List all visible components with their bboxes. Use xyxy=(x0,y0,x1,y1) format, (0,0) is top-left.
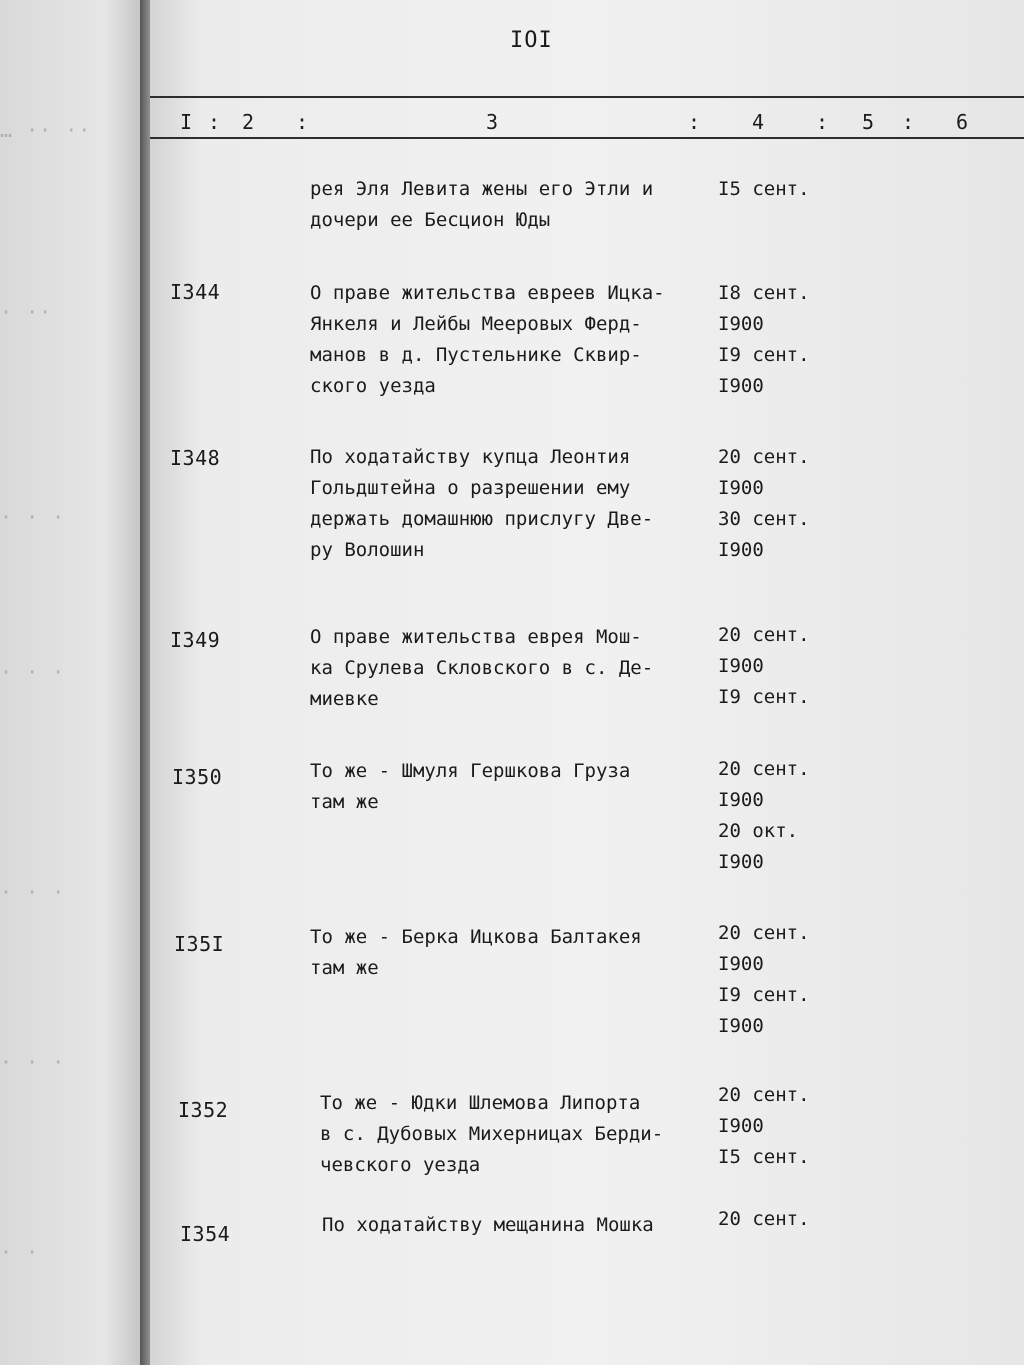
entry-dates xyxy=(718,754,810,878)
column-separator: : xyxy=(902,110,915,134)
entry-date: 30 сент. xyxy=(718,508,810,530)
entry-date: I900 xyxy=(718,313,764,335)
column-number: I xyxy=(180,110,193,134)
bleed-through-text: · · · xyxy=(0,880,66,904)
entry-description xyxy=(310,622,653,715)
entry-date: I900 xyxy=(718,375,764,397)
entry-description xyxy=(310,756,630,818)
column-number: 2 xyxy=(242,110,255,134)
entry-number: I344 xyxy=(170,280,221,304)
entry-date: I900 xyxy=(718,851,764,873)
entry-date: I900 xyxy=(718,655,764,677)
bleed-through-text: · · · xyxy=(0,1050,66,1074)
entry-description xyxy=(310,442,653,566)
entry-number: I354 xyxy=(180,1222,231,1246)
column-separator: : xyxy=(208,110,221,134)
column-number: 3 xyxy=(486,110,499,134)
entry-date: I900 xyxy=(718,1015,764,1037)
entry-description xyxy=(310,922,642,984)
entry-line: чевского уезда xyxy=(320,1154,481,1176)
entry-number: I352 xyxy=(178,1098,229,1122)
column-separator: : xyxy=(816,110,829,134)
entry-line: По ходатайству купца Леонтия xyxy=(310,446,631,468)
bleed-through-text: · · · xyxy=(0,660,66,684)
entry-date: I9 сент. xyxy=(718,686,810,708)
entry-dates xyxy=(718,278,810,402)
entry-line: То же - Юдки Шлемова Липорта xyxy=(320,1092,641,1114)
entry-date: I5 сент. xyxy=(718,1146,810,1168)
page-number: IOI xyxy=(510,28,553,53)
entry-description xyxy=(320,1088,663,1181)
entry-line: манов в д. Пустельнике Сквир- xyxy=(310,344,642,366)
bleed-through-text: … ·· ·· xyxy=(0,118,92,142)
entry-line: То же - Шмуля Гершкова Груза xyxy=(310,760,631,782)
header-rule-bottom xyxy=(150,137,1024,139)
entry-date: 20 сент. xyxy=(718,922,810,944)
entry-line: Янкеля и Лейбы Мееровых Ферд- xyxy=(310,313,642,335)
entry-number: I350 xyxy=(172,765,223,789)
entry-date: 20 сент. xyxy=(718,1208,810,1230)
entry-date: I5 сент. xyxy=(718,178,810,200)
entry-date: I8 сент. xyxy=(718,282,810,304)
entry-line: ру Волошин xyxy=(310,539,425,561)
entry-date: I9 сент. xyxy=(718,984,810,1006)
entry-line: О праве жительства еврея Мош- xyxy=(310,626,642,648)
entry-line: О праве жительства евреев Ицка- xyxy=(310,282,665,304)
document-page xyxy=(150,0,1024,1365)
bleed-through-text: · · · xyxy=(0,505,66,529)
entry-description xyxy=(322,1210,654,1241)
bleed-through-text: · · xyxy=(0,1240,40,1264)
entry-line: в с. Дубовых Михерницах Берди- xyxy=(320,1123,664,1145)
facing-page xyxy=(0,0,150,1365)
entry-dates xyxy=(718,1204,810,1235)
entry-dates xyxy=(718,174,810,205)
bleed-through-text: · ·· xyxy=(0,300,53,324)
entry-line: ского уезда xyxy=(310,375,436,397)
entry-line: То же - Берка Ицкова Балтакея xyxy=(310,926,642,948)
entry-date: I900 xyxy=(718,1115,764,1137)
entry-dates xyxy=(718,1080,810,1173)
entry-number: I35I xyxy=(174,932,225,956)
entry-line: дочери ее Бесцион Юды xyxy=(310,209,551,231)
entry-dates xyxy=(718,442,810,566)
entry-line: миевке xyxy=(310,688,379,710)
entry-line: там же xyxy=(310,791,379,813)
entry-date: 20 сент. xyxy=(718,624,810,646)
entry-dates xyxy=(718,918,810,1042)
entry-description xyxy=(310,174,653,236)
column-separator: : xyxy=(688,110,701,134)
entry-date: 20 сент. xyxy=(718,758,810,780)
column-number: 4 xyxy=(752,110,765,134)
header-rule-top xyxy=(150,96,1024,98)
entry-description xyxy=(310,278,665,402)
column-number: 6 xyxy=(956,110,969,134)
entry-line: держать домашнюю прислугу Две- xyxy=(310,508,654,530)
entry-date: 20 сент. xyxy=(718,1084,810,1106)
entry-date: 20 сент. xyxy=(718,446,810,468)
column-separator: : xyxy=(296,110,309,134)
entry-dates xyxy=(718,620,810,713)
entry-number: I348 xyxy=(170,446,221,470)
column-number: 5 xyxy=(862,110,875,134)
entry-date: I900 xyxy=(718,539,764,561)
entry-line: По ходатайству мещанина Мошка xyxy=(322,1214,654,1236)
entry-line: там же xyxy=(310,957,379,979)
entry-date: I900 xyxy=(718,953,764,975)
entry-line: Гольдштейна о разрешении ему xyxy=(310,477,631,499)
entry-line: ка Срулева Скловского в с. Де- xyxy=(310,657,654,679)
entry-date: I900 xyxy=(718,789,764,811)
entry-number: I349 xyxy=(170,628,221,652)
entry-date: I9 сент. xyxy=(718,344,810,366)
entry-date: I900 xyxy=(718,477,764,499)
entry-line: рея Эля Левита жены его Этли и xyxy=(310,178,654,200)
entry-date: 20 окт. xyxy=(718,820,799,842)
